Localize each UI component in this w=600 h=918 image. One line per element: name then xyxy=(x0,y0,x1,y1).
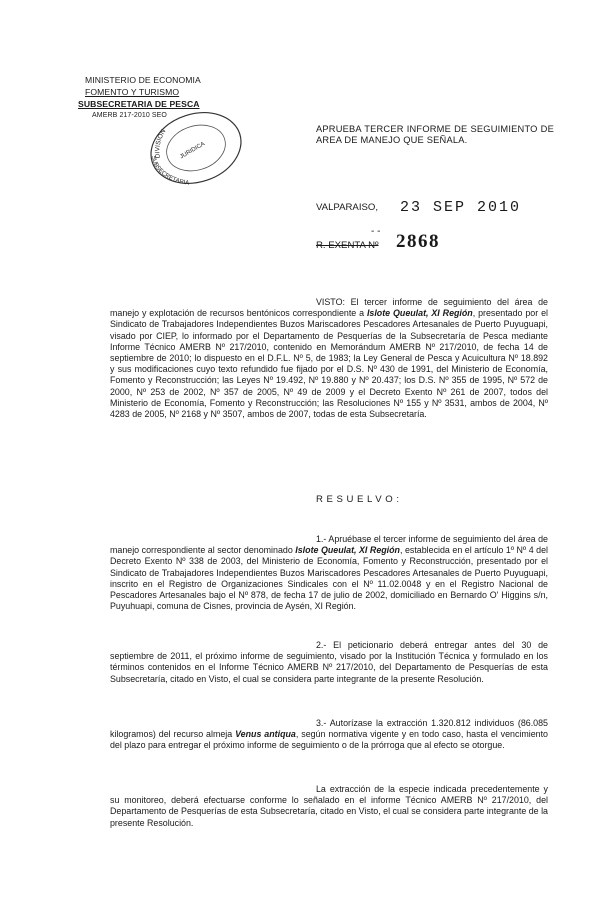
item-1-rest: , establecida en el artículo 1º Nº 4 del Decreto Exento Nº 338 de 2003, del Ministerio de Economía, Fomento y Reconstrucción, presentado por el Sindicato de Trabajadores Independientes Buzos Mariscadores Pescadores Artesanales de Puerto Puyuguapi, inscrito en el Registro de Organizaciones Sindicales con el Nº 11.02.0048 y en el Registro Nacional de Pescadores Artesanales bajo el Nº 878, de fecha 17 de julio de 2002, domiciliado en Bernardo O' Higgins s/n, Puyuhuapi, comuna de Cisnes, provincia de Aysén, XI Región. xyxy=(110,545,548,612)
item-1-site: Islote Queulat, XI Región xyxy=(295,545,400,556)
letterhead-reference: AMERB 217-2010 SEO xyxy=(92,112,167,119)
resuelvo-heading: RESUELVO: xyxy=(316,494,403,505)
stamp-text-top: DIVISION xyxy=(154,128,168,159)
item-3-paragraph xyxy=(110,718,548,752)
exenta-dashes: - - xyxy=(371,226,381,237)
exenta-number: 2868 xyxy=(396,231,440,252)
exenta-line xyxy=(316,240,379,251)
visto-lead: VISTO: El tercer informe de seguimiento del área de manejo y explotación de recursos bentónicos correspondiente a xyxy=(110,297,548,319)
item-1-paragraph xyxy=(110,534,548,612)
stamp-text-mid: JURIDICA xyxy=(179,141,207,161)
item-1-lead: 1.- Apruébase el tercer informe de seguimiento del área de manejo correspondiente al sector denominado xyxy=(110,534,548,556)
item-2-text: 2.- El peticionario deberá entregar antes del 30 de septiembre de 2011, el próximo informe de seguimiento, visado por la Institución Técnica y formulado en los términos contenidos en el Informe Técnico AMERB Nº 217/2010, del Departamento de Pesquerías de esta Subsecretaría, citado en Visto, el cual se considera parte integrante de la presente Resolución. xyxy=(110,640,548,684)
visto-paragraph xyxy=(110,297,548,420)
item-2-paragraph xyxy=(110,640,548,685)
resolution-summary: APRUEBA TERCER INFORME DE SEGUIMIENTO DE AREA DE MANEJO QUE SEÑALA. xyxy=(316,124,554,146)
item-3-species: Venus antiqua xyxy=(235,729,296,740)
visto-rest: , presentado por el Sindicato de Trabajadores Independientes Buzos Mariscadores Pescadores Artesanales de Puerto Puyuguapi, visado por CIEP, lo informado por el Departamento de Pesquerías de la Subsecretaría de Pesca mediante Informe Técnico AMERB Nº 217/2010, contenido en Memorándum AMERB Nº 217/2010, de fecha 14 de septiembre de 2010; lo dispuesto en el D.F.L. Nº 5, de 1983; la Ley General de Pesca y Acuicultura Nº 18.892 y sus modificaciones cuyo texto refundido fue fijado por el D.S. Nº 430 de 1991, del Ministerio de Economía, Fomento y Reconstrucción; las Leyes Nº 19.492, Nº 19.880 y Nº 20.437; los D.S. Nº 355 de 1995, Nº 572 de 2000, Nº 253 de 2002, Nº 357 de 2005, Nº 49 de 2009 y el Decreto Exento Nº 261 de 2007, todos del Ministerio de Economía, Fomento y Reconstrucción; las Resoluciones Nº 155 y Nº 3531, ambos de 2004, Nº 4283 de 2005, Nº 2168 y Nº 3507, ambos de 2007, todas de esta Subsecretaría. xyxy=(110,308,548,420)
visto-site: Islote Queulat, XI Región xyxy=(366,308,473,319)
place-label: VALPARAISO, xyxy=(316,202,379,213)
stamped-date: 23 SEP 2010 xyxy=(400,199,522,216)
letterhead-ministry-sub: FOMENTO Y TURISMO xyxy=(85,87,180,97)
item-3-lead: 3.- Autorízase la extracción 1.320.812 individuos (86.085 kilogramos) del recurso almeja xyxy=(110,718,548,740)
letterhead-subsecretaria: SUBSECRETARIA DE PESCA xyxy=(78,99,200,109)
item-4-paragraph xyxy=(110,784,548,829)
stamp-text-bottom: SUBSECRETARIA xyxy=(149,155,190,186)
item-4-text: La extracción de la especie indicada precedentemente y su monitoreo, deberá efectuarse conforme lo señalado en el informe Técnico AMERB Nº 217/2010, del Departamento de Pesquerías de esta Subsecretaría, citado en Visto, el cual se considera parte integrante de la presente Resolución. xyxy=(110,784,548,828)
letterhead-ministry: MINISTERIO DE ECONOMIA xyxy=(85,75,201,85)
exenta-label: R. EXENTA Nº xyxy=(316,240,379,251)
division-juridica-stamp xyxy=(138,98,250,186)
item-3-rest: , según normativa vigente y en todo caso, hasta el vencimiento del plazo para entregar el próximo informe de seguimiento o de la prórroga que al efecto se otorgue. xyxy=(110,729,548,751)
